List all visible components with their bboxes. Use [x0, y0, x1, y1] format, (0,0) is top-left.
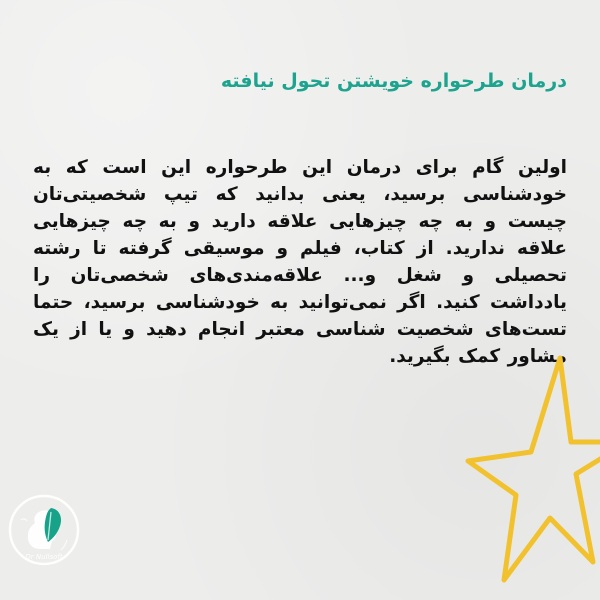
head-leaf-logo [6, 492, 82, 568]
logo-text: Dr Nullsoft [25, 553, 63, 561]
yellow-star-outline-icon [468, 350, 600, 600]
page-title: درمان طرحواره خویشتن تحول نیافته [220, 70, 567, 92]
body-paragraph: اولین گام برای درمان این طرحواره این است که به خودشناسی برسید، یعنی بدانید که تیپ شخصیتی‌تان چیست و به چه چیزهایی علاقه دارید و به چه چیزهایی علاقه ندارید. از کتاب، فیلم و موسیقی گرفته تا رشته تحصیلی و شغل و... علاقه‌مندی‌های شخصی‌تان را یادداشت کنید. اگر نمی‌توانید به خودشناسی برسید، حتما تست‌های شخصیت شناسی معتبر انجام دهید و یا از یک مشاور کمک بگیرید. [33, 157, 567, 367]
